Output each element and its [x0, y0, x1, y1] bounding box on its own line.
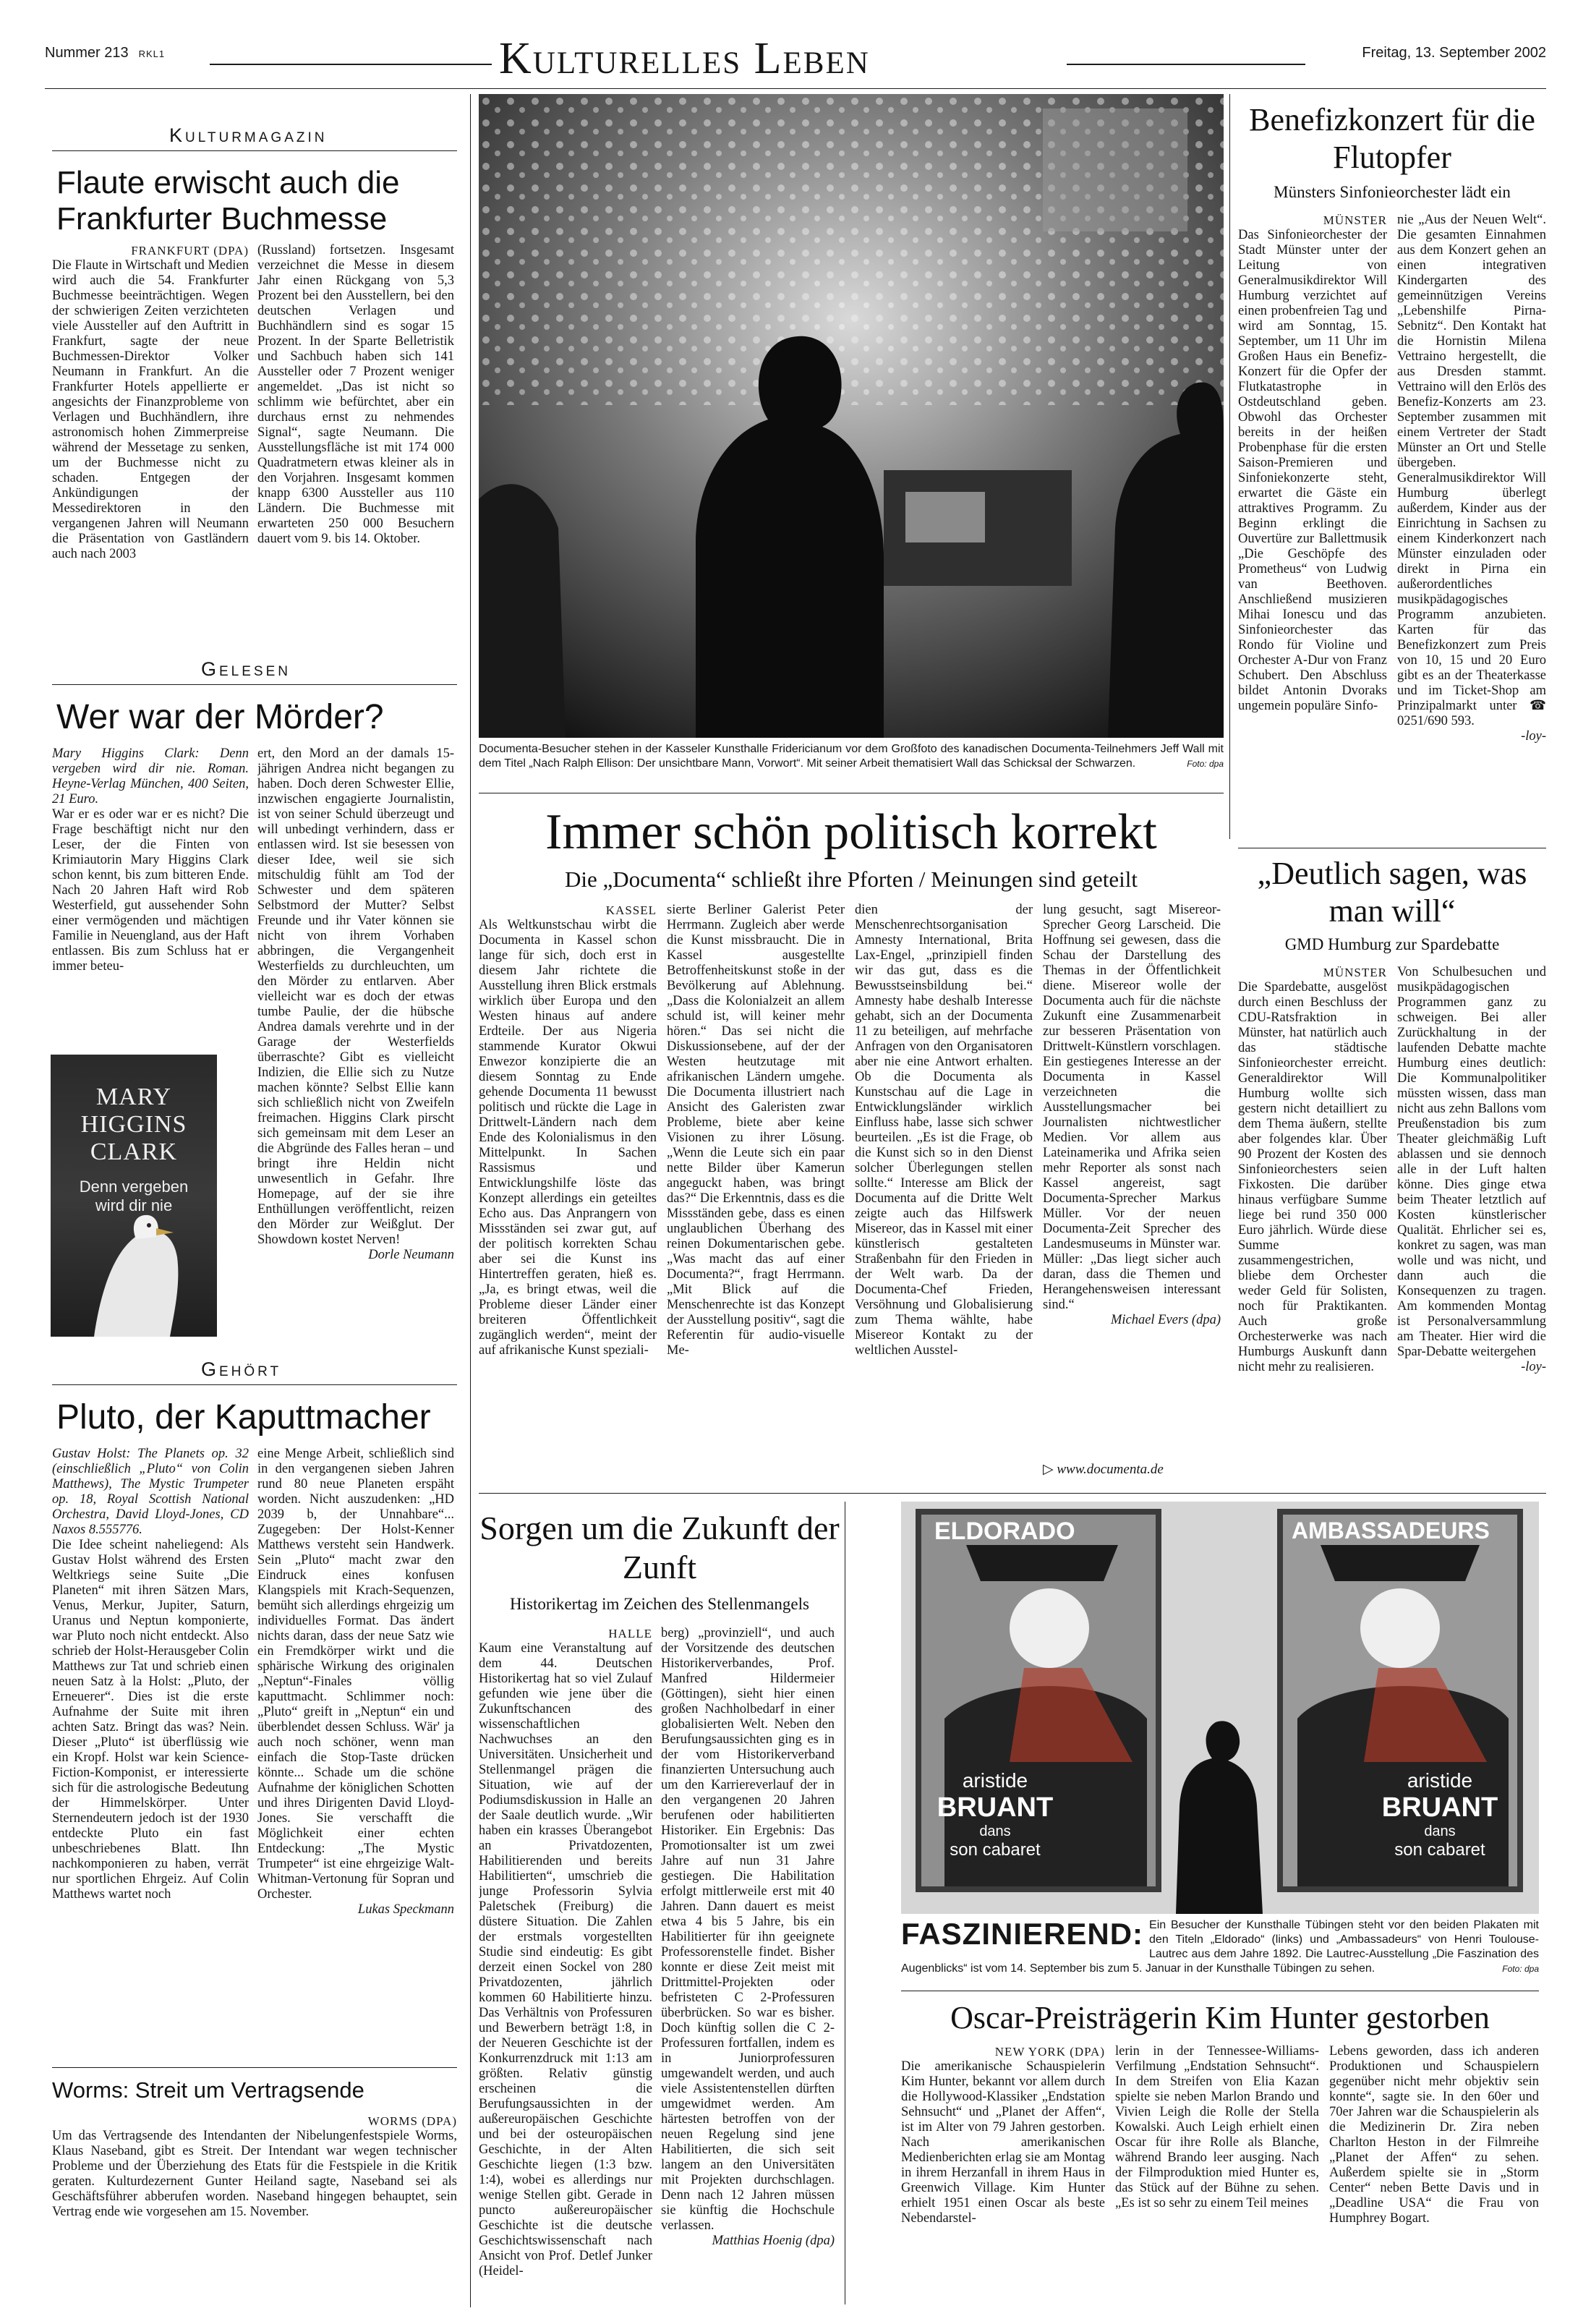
article-text: Von Schulbesuchen und musikpädagogischen Programmen ganz zu schweigen. Bei aller Zurückhaltung in der laufenden Debatte machte Humburg eines deutlich: Die Kommunalpolitiker müssten wissen, dass man nicht aus zehn Ballons vom Preußenstadion bis zum Theater gleichmäßig Luft ablassen und sie dennoch alle in der Luft halten könne. Dies ginge etwa beim Theater letztlich auf Kosten künstlerischer Qualität. Ehrlicher sei es, konkret zu sagen, was man wolle und was nicht, und dann auch die Konsequenzen zu tragen. Am kommenden Montag ist Personalversammlung am Theater. Hier wird die Spar-Debatte weitergehen: [1397, 965, 1546, 1359]
author-signature: Matthias Hoenig (dpa): [712, 2234, 835, 2248]
sorgen-subhead: Historikertag im Zeichen des Stellenmangels: [510, 1595, 809, 1613]
article-text: eine Menge Arbeit, schließlich sind in den vergangenen sieben Jahren rund 80 neue Planeten erspäht worden. Nicht auszudenken: „HD 2039 b, der Unnahbare“... Zugegeben: Der Holst-Kenner Matthews versteht sein Handwerk. Sein „Pluto“ macht zwar den Eindruck eines konfusen Klangspiels mit Krach-Sequenzen, bemüht sich allerdings ehrgeizig um individuelles Format. Das ändert nichts daran, dass der neue Satz wie ein Fremdkörper wirkt und die sphärische Wirkung des originalen „Neptun“-Finales völlig kaputtmacht. Schlimmer noch: „Pluto“ greift in „Neptun“ ein und überblendet dessen Schluss. Wär' ja auch noch schöner, wenn man einfach die Stop-Taste drücken könnte... Schade um die schöne Aufnahme der königlichen Schotten und ihres Dirigenten David Lloyd-Jones. Sie verschafft die Möglichkeit einer echten Entdeckung: „The Mystic Trumpeter“ ist eine ehrgeizige Walt-Whitman-Vertonung für Sopran und Orchester.: [257, 1447, 454, 1902]
dateline: KASSEL: [605, 903, 657, 917]
article-text: Als Weltkunstschau wirbt die Documenta in Kassel schon lange für sich, doch erst in diesem Jahr richtete die Ausstellung ihren Blick erstmals wirklich über Europa und den Westen hinaus auf andere Erdteile. Der aus Nigeria stammende Kurator Okwui Enwezor konzipierte die an diesem Sonntag zu Ende gehende Documenta 11 bewusst politisch und rückte die Lage in Drittwelt-Ländern nach dem Ende des Kolonialismus in den Mittelpunkt. In Sachen Rassismus und Entwicklungshilfe löste das Konzept allerdings ein geteiltes Echo aus. Das Anprangern von Missständen sei zwar gut, auf der politisch korrekten Schau aber sei die Kunst ins Hintertreffen geraten, hieß es. „Ja, es bringt etwas, weil die Probleme dieser Länder einer breiteren Öffentlichkeit zugänglich werden“, meint der auf afrikanische Kunst speziali-: [479, 918, 657, 1358]
article-text: (Russland) fortsetzen. Insgesamt verzeichnet die Messe in diesem Jahr einen Rückgang von 5,3 Prozent bei den Ausstellern, bei den deutschen Verlagen und Buchhändlern sind es sogar 15 Prozent. In der Sparte Belletristik und Sachbuch haben sich 141 Aussteller oder 7 Prozent weniger angemeldet. „Das ist nicht so schlimm wie befürchtet, aber ein durchaus ernst zu nehmendes Signal“, sagte Neumann. Die Ausstellungsfläche ist mit 174 000 Quadratmetern etwas kleiner als in den Vorjahren. Insgesamt kommen knapp 6300 Aussteller aus 110 Ländern. Die Buchmesse mit erwarteten 250 000 Besuchern dauert vom 9. bis 14. Oktober.: [257, 243, 454, 546]
article-text: lung gesucht, sagt Misereor-Sprecher Georg Larscheid. Die Hoffnung sei gewesen, dass die Schau der Darstellung des Themas in der Öffentlichkeit diene. Misereor wolle der Documenta auch für die nächste Zukunft eine Zusammenarbeit zur besseren Präsentation von Drittwelt-Künstlern vorschlagen. Ein gestiegenes Interesse an der Documenta in Kassel verzeichneten die Ausstellungsmacher bei Journalisten nichtwestlicher Medien. Vor allem aus Lateinamerika und Afrika seien mehr Reporter als sonst nach Kassel angereist, sagt Documenta-Sprecher Markus Müller. Vor der neuen Documenta-Zeit Sprecher des Landesmuseums in Münster war. Müller: „Das liegt sicher auch daran, dass die Themen und Herangehensweisen interessant sind.“: [1043, 903, 1221, 1312]
article-rule: [52, 2067, 457, 2068]
poster-title-right: AMBASSADEURS: [1292, 1518, 1490, 1544]
dateline: FRANKFURT (DPA): [131, 244, 249, 257]
article-text: Lebens geworden, dass ich anderen Produktionen und Schauspielern gegenüber nicht mehr objektiv sein konnte“, sagte sie. In den 60er und 70er Jahren war die Schauspielerin als die Medizinerin Dr. Zira neben Charlton Heston in der Filmreihe „Planet der Affen“ zu sehen. Außerdem spielte sie in „Storm Center“ neben Bette Davis und in „Deadline USA“ die Frau von Humphrey Bogart.: [1329, 2044, 1539, 2226]
article-text: berg) „provinziell“, und auch der Vorsitzende des deutschen Historikerverbandes, Prof. Manfred Hildermeier (Göttingen), sieht hier einen großen Nachholbedarf in einer globalisierten Welt. Neben den Berufungsaussichten ging es in der vom Historikerverband finanzierten Untersuchung auch um den Karriereverlauf der in den vergangenen 20 Jahren berufenen oder habilitierten Historiker. Ein Ergebnis: Das Promotionsalter ist um zwei Jahre auf nun 31 Jahre gestiegen. Die Habilitation erfolgt mittlerweile erst mit 40 Jahren. Dann dauert es meist etwa 4 bis 5 Jahre, bis ein Habilitierter für ihn geeignete Professorenstelle findet. Bisher konnte er diese Zeit meist mit Drittmittel-Projekten oder befristeten C 2-Professuren überbrücken. So war es bisher. Doch künftig sollen die C 2-Professuren fortfallen, indem es in Juniorprofessuren umgewandelt werden, und auch viele Assistentenstellen dürften umgewidmet werden. Am härtesten betroffen von der neuen Regelung sind jene Habilitierten, die sich seit langem an den Universitäten mit Projekten durchschlagen. Denn nach 12 Jahren müssen sie künftig die Hochschule verlassen.: [661, 1626, 835, 2233]
author-signature: Lukas Speckmann: [357, 1902, 454, 1917]
article-text: Die Flaute in Wirtschaft und Medien wird auch die 54. Frankfurter Buchmesse beeinträchtigen. Wegen der schwierigen Zeiten verzichteten viele Aussteller auf den Auftritt in Frankfurt, sagte der neue Buchmessen-Direktor Volker Neumann in Frankfurt. An die Frankfurter Hotels appellierte er angesichts der Finanzprobleme von Verlagen und Buchhändlern, ihre astronomisch hohen Zimmerpreise während der Messetage zu senken, um der Buchmesse nicht zu schaden. Entgegen der Ankündigungen der Messedirektoren in den vergangenen Jahren will Neumann die Präsentation von Gastländern auch nach 2003: [52, 258, 249, 561]
deutlich-headline: „Deutlich sagen, was man will“: [1257, 856, 1527, 929]
masthead-rule-right: [1067, 64, 1305, 65]
poster-name-line: dans: [979, 1823, 1011, 1839]
kulturmagazin-col-1: [52, 243, 249, 645]
section-title: Kulturelles Leben: [499, 34, 870, 83]
documenta-col-1: [479, 903, 657, 1490]
issue-date: Freitag, 13. September 2002: [1362, 45, 1546, 61]
article-text: dien der Menschenrechtsorganisation Amnesty International, Brita Lax-Engel, „prinzipiell finden wir das gut, dass es die Bewusstseinsbildung bei.“ Amnesty habe deshalb Interesse gehabt, sich an der Documenta 11 zu beteiligen, auf mehrfache Anfragen von den Organisatoren aber nie eine Antwort erhalten. Ob die Documenta als Kunstschau auf die Lage in Entwicklungsländer wirklich Einfluss habe, lasse sich schwer beurteilen. „Es ist die Frage, ob die Kunst sich so in den Dienst solcher Überlegungen stellen sollte.“ Interesse am Blick der Documenta auf die Dritte Welt zeigte auch das Hilfswerk Misereor, das in Kassel mit einer künstlerisch gestalteten Straßenbahn für den Frieden in der Welt warb. Da der Documenta-Chef Frieden, Versöhnung und Globalisierung zum Thema wählte, habe Misereor Kontakt zu der weltlichen Ausstel-: [855, 903, 1033, 1358]
caption-text: Documenta-Besucher stehen in der Kasseler Kunsthalle Fridericianum vor dem Großfoto des kanadischen Documenta-Teilnehmers Jeff Wall mit dem Titel „Nach Ralph Ellison: Der unsichtbare Mann, Vorwort“. Mit seiner Arbeit thematisiert Wall das Schicksal der Schwarzen.: [479, 743, 1224, 770]
gelesen-headline: Wer war der Mörder?: [56, 698, 384, 736]
deutlich-subhead: GMD Humburg zur Spardebatte: [1284, 935, 1500, 953]
cover-author: MARY HIGGINS CLARK: [80, 1084, 187, 1165]
cd-info: Gustav Holst: The Planets op. 32 (einschließlich „Pluto“ von Colin Matthews), The Mystic Trumpeter op. 18, Royal Scottish National Orchestra, David Lloyd-Jones, CD Naxos 8.555776.: [52, 1447, 249, 1537]
book-cover-image: [51, 1055, 217, 1337]
article-text: nie „Aus der Neuen Welt“. Die gesamten Einnahmen aus dem Konzert gehen an einen integrativen Kindergarten des gemeinnützigen Vereins „Lebenshilfe Pirna-Sebnitz“. Den Kontakt hat die Hornistin Milena Vettraino hergestellt, die aus Dresden stammt. Vettraino will den Erlös des Benefiz-Konzerts am 23. September zusammen mit einem Vertreter der Stadt Münster an Ort und Stelle übergeben. Generalmusikdirektor Will Humburg überlegt außerdem, Kinder aus der Einrichtung in Sachsen zu einem Kinderkonzert nach Münster einzuladen oder direkt in Pirna ein außerordentliches musikpädagogisches Programm anzubieten. Karten für das Benefizkonzert zum Preis von 10, 15 und 20 Euro gibt es an der Theaterkasse und im Ticket-Shop am Prinzipalmarkt unter ☎ 0251/690 593.: [1397, 213, 1546, 728]
column-divider-right: [1229, 94, 1230, 839]
gelesen-col-1: [52, 746, 249, 1050]
header-rule: [45, 88, 1546, 89]
article-text: ert, den Mord an der damals 15-jährigen Andrea nicht begangen zu haben. Doch deren Schwester Ellie, inzwischen engagierte Journalistin, ist von seiner Schuld überzeugt und will unbedingt verhindern, dass er entlassen wird. Ist sie besessen von dieser Idee, weil sie sich mitschuldig fühlt am Tod der Schwester und dem späteren Selbstmord der Mutter? Selbst Freunde und ihr Vater können sie nicht von ihrem Vorhaben abbringen, die Vergangenheit Westerfields zu durchleuchten, um den Mörder zu entlarven. Aber vielleicht war es doch der etwas tumbe Paulie, der die hübsche Andrea damals verehrte und in der Garage der Westerfields überraschte? Gibt es vielleicht Indizien, die Ellie sich zu Nutze machen könnte? Selbst Ellie kann sich schließlich nicht von Zweifeln freimachen. Higgins Clark pirscht sich gemeinsam mit dem Leser an die Abgründe des Falles heran – und bringt ihre Heldin nicht unwesentlich in Gefahr. Ihre Homepage, auf der sie ihre Enthüllungen veröffentlicht, reizen den Mörder zur Weißglut. Der Showdown kostet Nerven!: [257, 746, 454, 1247]
gehoert-col-2: [257, 1447, 454, 1996]
documenta-photo-image: [479, 94, 1224, 738]
poster-name-line: BRUANT: [937, 1792, 1054, 1823]
poster-name-line: dans: [1424, 1823, 1456, 1839]
poster-text-right: [1371, 1769, 1509, 1860]
poster-name-line: aristide: [962, 1769, 1028, 1792]
masthead-issue: [45, 45, 165, 61]
column-divider-left: [470, 94, 471, 2307]
poster-name-line: aristide: [1407, 1769, 1473, 1792]
poster-text-left: [930, 1769, 1060, 1860]
cover-title: Denn vergeben wird dir nie: [79, 1178, 189, 1214]
article-text: Das Sinfonieorchester der Stadt Münster unter der Leitung von Generalmusikdirektor Will Humburg verzichtet auf einen probenfreien Tag und wird am Sonntag, 15. September, um 11 Uhr im Großen Haus ein Benefiz-Konzert für die Opfer der Flutkatastrophe in Ostdeutschland geben. Obwohl das Orchester bereits in der heißen Probenphase für die ersten Saison-Premieren und Sinfoniekonzerte steht, erwartet die Gäste ein attraktives Programm. Zu Beginn erklingt die Ouvertüre zur Ballettmusik „Die Geschöpfe des Prometheus“ von Ludwig van Beethoven. Anschließend musizieren Mihai Ionescu und das Sinfonieorchester das Rondo für Violine und Orchester A-Dur von Franz Schubert. Den Abschluss bildet Antonin Dvoraks ungemein populäre Sinfo-: [1238, 228, 1387, 713]
poster-bottom-left: son cabaret: [950, 1840, 1041, 1860]
benefiz-subhead: Münsters Sinfonieorchester lädt ein: [1274, 183, 1511, 201]
documenta-caption: [479, 742, 1224, 771]
worms-text: [52, 2114, 457, 2302]
article-text: sierte Berliner Galerist Peter Herrmann. Zugleich aber werde die Kunst missbraucht. Die in Kassel ausgestellte Betroffenheitskunst stoße in der Bevölkerung auf Ablehnung. „Dass die Kolonialzeit an allem schuld ist, will keiner mehr hören.“ Das sei nicht die Diskussionsebene, auf der der Westen heutzutage mit afrikanischen Ländern umgehe. Die Documenta illustriert nach Ansicht des Galeristen zwar Probleme, biete aber keine Visionen zu ihrer Lösung. „Wenn die Leute sich ein paar nette Bilder über Kamerun angeguckt haben, was bringt das?“ Die Erkenntnis, dass es die Missständen gebe, dass es einen unglaublichen Überhang des reinen Dokumentarischen gebe. „Was macht das auf einer Documenta?“, fragt Herrmann. „Mit Blick auf die Menschenrechte ist das Konzept der Ausstellung positiv“, sagt die Referentin für audio-visuelle Me-: [667, 903, 845, 1358]
gelesen-tag: Gelesen: [201, 658, 291, 680]
masthead-rule-left: [210, 64, 492, 65]
article-text: lerin in der Tennessee-Williams-Verfilmung „Endstation Sehnsucht“. In dem Streifen von Elia Kazan spielte sie neben Marlon Brando und Vivien Leigh die Rolle der Stella Kowalski. Auch Leigh erhielt einen Oscar für ihre Rolle als Blanche, während Brando leer ausging. Nach der Filmproduktion mied Hunter es, das Stück auf der Bühne zu sehen. „Es ist so sehr zu einem Teil meines: [1115, 2044, 1319, 2210]
poster-bottom-right: son cabaret: [1394, 1840, 1485, 1860]
sorgen-headline: Sorgen um die Zukunft der Zunft: [479, 1510, 840, 1585]
caption-label: FASZINIEREND:: [901, 1917, 1144, 1951]
gelesen-col-2: [257, 746, 454, 1311]
documenta-col-2: [667, 903, 845, 1490]
article-text: Kaum eine Veranstaltung auf dem 44. Deutschen Historikertag hat so viel Zulauf gefunden wie jene über die Zukunftschancen des wissenschaftlichen Nachwuchses an den Universitäten. Unsicherheit und Stellenmangel prägen die Situation, wie auf der Podiumsdiskussion in Halle an der Saale deutlich wurde. „Wir haben ein krasses Überangebot an Privatdozenten, Habilitierenden und bereits Habilitierten“, umschrieb die junge Professorin Sylvia Paletschek (Freiburg) die düstere Situation. Die Zahlen der erstmals vorgestellten Studie sind eindeutig: Es gibt derzeit einen Sockel von 280 Privatdozenten, jährlich kommen 60 Habilitierte hinzu. Das Verhältnis von Professuren und Bewerbern beträgt 1:8, in der Neueren Geschichte ist der Konkurrenzdruck mit 1:13 am größten. Relativ günstig erscheinen die Berufungsaussichten in der außereuropäischen Geschichte und bei der osteuropäischen Geschichte, in der Alten Geschichte liegen (1:3 bzw. 1:4), wobei es allerdings nur wenige Stellen gibt. Gerade in puncto außereuropäischer Geschichte ist die deutsche Geschichtswissenschaft nach Ansicht von Prof. Detlef Junker (Heidel-: [479, 1641, 652, 2278]
documenta-col-3: [855, 903, 1033, 1490]
lautrec-photo: [901, 1502, 1539, 1914]
poster-name-line: BRUANT: [1381, 1792, 1498, 1823]
documenta-photo: [479, 94, 1224, 738]
photo-credit: Foto: dpa: [1502, 1964, 1539, 1974]
dateline: MÜNSTER: [1323, 213, 1387, 227]
benefiz-col-2: [1397, 213, 1546, 842]
documenta-link[interactable]: [1043, 1461, 1164, 1478]
article-text: Die Idee scheint naheliegend: Als Gustav Holst während des Ersten Weltkriegs seine Suite „Die Planeten“ mit ihren Sätzen Mars, Venus, Merkur, Jupiter, Saturn, Uranus und Neptun komponierte, war Pluto noch nicht entdeckt. Also schrieb der Holst-Herausgeber Colin Matthews zur Tat und schrieb einen neuen Satz à la Holst: „Pluto, der Erneuerer“. Dies ist die erste Aufnahme der Suite mit ihren achten Satz. Bringt das was? Nein. Dieser „Pluto“ ist überflüssig wie ein Kropf. Holst war kein Science-Fiction-Komponist, er interessierte sich für die astrologische Bedeutung der Himmelskörper. Unter Sternendeutern jedoch ist der 1930 entdeckte Pluto ein fast unbeschriebenes Blatt. Ihn nachkomponieren zu haben, verrät nur sportlichen Ehrgeiz. Auf Colin Matthews wartet noch: [52, 1538, 249, 1902]
hunter-headline: Oscar-Preisträgerin Kim Hunter gestorben: [950, 2000, 1490, 2035]
gehoert-tag: Gehört: [201, 1358, 282, 1380]
article-rule: [479, 1493, 1546, 1494]
article-text: War er es oder war er es nicht? Die Frage beschäftigt nicht nur den Leser, der die Finten von Krimiautorin Mary Higgins Clark schon kennt, bis zum bitteren Ende. Nach 20 Jahren Haft wird Rob Westerfield, gut aussehender Sohn einer vermögenden und mächtigen Familie in Neuengland, aus der Haft entlassen. Bis zum Schluss hat er immer beteu-: [52, 807, 249, 974]
arrow-icon: ▷: [1043, 1462, 1057, 1477]
dateline: HALLE: [608, 1627, 652, 1640]
sorgen-col-2: [661, 1626, 835, 2303]
documenta-headline: Immer schön politisch korrekt: [545, 804, 1157, 860]
benefiz-col-1: [1238, 213, 1387, 842]
photo-credit: Foto: dpa: [1187, 759, 1224, 769]
kulturmagazin-tag: Kulturmagazin: [169, 124, 328, 146]
book-info: Mary Higgins Clark: Denn vergeben wird dir nie. Roman. Heyne-Verlag München, 400 Seiten, 21 Euro.: [52, 746, 249, 806]
deutlich-col-2: [1397, 965, 1546, 1486]
hunter-col-2: [1115, 2044, 1319, 2304]
gehoert-col-1: [52, 1447, 249, 1996]
issue-number: Nummer 213: [45, 45, 129, 61]
edition-code: RKL1: [138, 48, 166, 59]
kulturmagazin-headline: Flaute erwischt auch die Frankfurter Buchmesse: [56, 165, 400, 237]
author-signature: Michael Evers (dpa): [1110, 1313, 1221, 1327]
dateline: WORMS (DPA): [367, 2114, 457, 2128]
seagull-illustration: [51, 1055, 217, 1337]
author-signature: -loy-: [1521, 729, 1546, 744]
documenta-subhead: Die „Documenta“ schließt ihre Pforten / Meinungen sind geteilt: [565, 867, 1138, 892]
dateline: NEW YORK (DPA): [994, 2045, 1105, 2059]
documenta-col-4: [1043, 903, 1221, 1452]
gehoert-headline: Pluto, der Kaputtmacher: [56, 1398, 431, 1436]
benefiz-headline: Benefizkonzert für die Flutopfer: [1249, 102, 1535, 175]
worms-headline: Worms: Streit um Vertragsende: [52, 2077, 364, 2103]
article-text: Die amerikanische Schauspielerin Kim Hunter, bekannt vor allem durch die Hollywood-Klassiker „Endstation Sehnsucht“ und „Planet der Affen“, ist im Alter von 79 Jahren gestorben. Nach amerikanischen Medienberichten erlag sie am Montag in ihrem Herzanfall in ihrem Haus in Greenwich Village. Kim Hunter erhielt 1951 einen Oscar als beste Nebendarstel-: [901, 2059, 1105, 2226]
article-text: Die Spardebatte, ausgelöst durch einen Beschluss der CDU-Ratsfraktion in Münster, hat natürlich auch das städtische Sinfonieorchester erreicht. Generaldirektor Will Humburg wollte sich gestern nicht detailliert zu dem Thema äußern, stellte aber folgendes klar. Über 90 Prozent der Kosten des Sinfonieorchesters seien Fixkosten. Die darüber hinaus verfügbare Summe liege bei rund 350 000 Euro jährlich. Würde diese Summe zusammengestrichen, bliebe dem Orchester weder Geld für Solisten, noch für Praktikanten. Auch große Orchesterwerke was nach Humburgs Auskunft dann nicht mehr zu realisieren.: [1238, 980, 1387, 1374]
deutlich-col-1: [1238, 965, 1387, 1486]
author-signature: -loy-: [1521, 1360, 1546, 1374]
sorgen-col-1: [479, 1626, 652, 2303]
author-signature: Dorle Neumann: [368, 1248, 454, 1262]
kulturmagazin-col-2: [257, 243, 454, 645]
caption-text: Ein Besucher der Kunsthalle Tübingen steht vor den beiden Plakaten mit den Titeln „Eldorado“ (links) und „Ambassadeurs“ von Henri Toulouse-Lautrec aus dem Jahre 1892. Die Lautrec-Ausstellung „Die Faszination des Augenblicks“ ist vom 14. September bis zum 5. Januar in der Kunsthalle Tübingen zu sehen.: [901, 1919, 1539, 1975]
hunter-col-3: [1329, 2044, 1539, 2304]
lautrec-caption: [901, 1918, 1539, 1976]
tag-rule: [52, 1384, 457, 1385]
tag-rule: [52, 684, 457, 685]
hunter-col-1: [901, 2044, 1105, 2304]
article-text: Um das Vertragsende des Intendanten der Nibelungenfestspiele Worms, Klaus Naseband, gibt es Streit. Der Intendant war wegen technischer Probleme und der Überziehung des Etats für die Festspiele in die Kritik geraten. Kulturdezernent Gunter Heiland sagte, Naseband sei als Geschäftsführer abberufen worden. Naseband hingegen behauptet, sein Vertrag ende wie vorgesehen am 15. November.: [52, 2129, 457, 2219]
dateline: MÜNSTER: [1323, 966, 1387, 979]
link-text[interactable]: www.documenta.de: [1057, 1462, 1164, 1477]
poster-title-left: ELDORADO: [934, 1518, 1075, 1545]
tag-rule: [52, 150, 457, 151]
